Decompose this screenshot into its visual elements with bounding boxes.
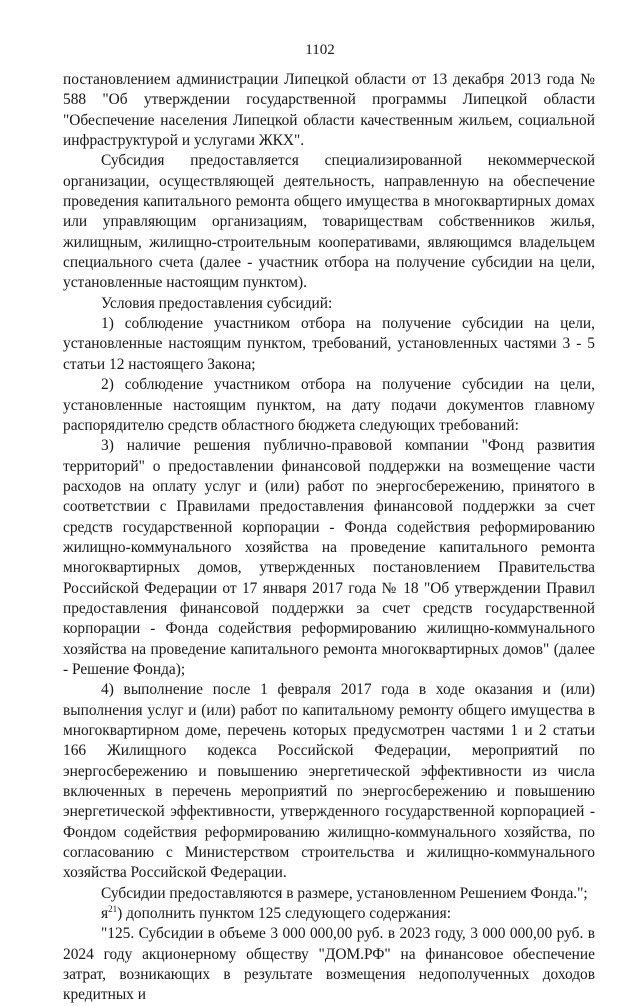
page-number: 1102 xyxy=(305,42,335,58)
paragraph-subsidy-amount: Субсидии предоставляются в размере, установленном Решением Фонда."; xyxy=(101,884,588,902)
paragraph-condition-1: 1) соблюдение участником отбора на получение субсидии на цели, установленные настоящим пунктом, требований, установленных частями 3 - 5 статьи 12 настоящего Закона; xyxy=(63,315,595,373)
document-body xyxy=(63,70,595,1006)
amendment-letter: я xyxy=(101,905,109,923)
paragraph-condition-4: 4) выполнение после 1 февраля 2017 года в ходе оказания и (или) выполнения услуг и (или) работ по капитальному ремонту общего имущества в многоквартирном доме, перечень которых предусмотрен частями 1 и 2 статьи 166 Жилищного кодекса Российской Федерации, мероприятий по энергосбережению и повышению энергетической эффективности из числа включенных в перечень мероприятий по энергосбережению и повышению энергетической эффективности, утвержденного государственной корпорацией - Фондом содействия реформированию жилищно-коммунального хозяйства, по согласованию с Министерством строительства и жилищно-коммунального хозяйства Российской Федерации. xyxy=(63,681,595,882)
paragraph-point-125-text: "125. Субсидии в объеме 3 000 000,00 руб. в 2023 году, 3 000 000,00 руб. в 2024 году акционерному обществу "ДОМ.РФ" на финансовое обеспечение затрат, возникающих в результате возмещения недополученных доходов кредитных и xyxy=(63,925,595,1004)
paragraph-subsidy-recipient: Субсидия предоставляется специализированной некоммерческой организации, осуществляющей деятельность, направленную на обеспечение проведения капитального ремонта общего имущества в многоквартирных домах или управляющим организациям, товариществам собственников жилья, жилищным, жилищно-строительным кооперативами, являющимся владельцем специального счета (далее - участник отбора на получение субсидии на цели, установленные настоящим пунктом). xyxy=(63,152,595,292)
paragraph-conditions-heading: Условия предоставления субсидий: xyxy=(101,294,333,312)
amendment-text: ) дополнить пунктом 125 следующего содержания: xyxy=(117,905,452,923)
paragraph-condition-3: 3) наличие решения публично-правовой компании "Фонд развития территорий" о предоставлении финансовой поддержки на возмещение части расходов на оплату услуг и (или) работ по энергосбережению, принятого в соответствии с Правилами предоставления финансовой поддержки за счет средств государственной корпорации - Фонда содействия реформированию жилищно-коммунального хозяйства на проведение капитального ремонта многоквартирных домов, утвержденных постановлением Правительства Российской Федерации от 17 января 2017 года № 18 "Об утверждении Правил предоставления финансовой поддержки за счет средств государственной корпорации - Фонда содействия реформированию жилищно-коммунального хозяйства на проведение капитального ремонта многоквартирных домов" (далее - Решение Фонда); xyxy=(63,437,595,678)
amendment-superscript: 21 xyxy=(108,904,118,915)
paragraph-amendment-point-125 xyxy=(63,904,595,924)
paragraph-resolution-reference: постановлением администрации Липецкой области от 13 декабря 2013 года № 588 "Об утверждении государственной программы Липецкой области "Обеспечение населения Липецкой области качественным жильем, социальной инфраструктурой и услугами ЖКХ". xyxy=(63,71,595,150)
paragraph-condition-2: 2) соблюдение участником отбора на получение субсидии на цели, установленные настоящим пунктом, на дату подачи документов главному распорядителю средств областного бюджета следующих требований: xyxy=(63,376,595,434)
